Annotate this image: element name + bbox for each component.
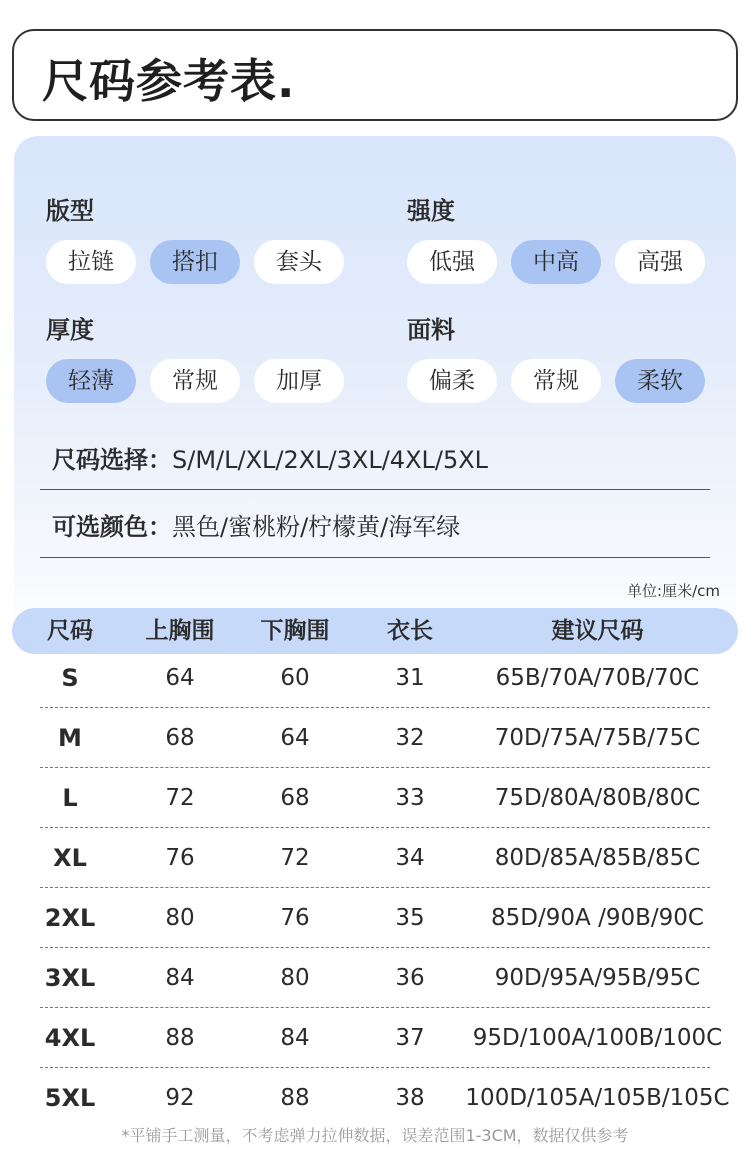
size-cell: 5XL bbox=[44, 1084, 96, 1112]
option-pill: 高强 bbox=[615, 240, 705, 284]
column-header: 上胸围 bbox=[145, 618, 215, 644]
page-title: 尺码参考表. bbox=[42, 54, 296, 108]
table-row bbox=[0, 948, 750, 1008]
table-cell: 32 bbox=[395, 725, 425, 751]
table-cell: 90D/95A/95B/95C bbox=[494, 965, 701, 991]
attribute-label-strength: 强度 bbox=[407, 197, 455, 225]
column-header: 衣长 bbox=[387, 618, 433, 644]
attribute-group-thickness bbox=[46, 315, 344, 403]
color-select-value: 黑色/蜜桃粉/柠檬黄/海军绿 bbox=[172, 513, 461, 541]
attribute-group-fabric bbox=[407, 315, 705, 403]
table-cell: 92 bbox=[165, 1085, 195, 1111]
size-cell: L bbox=[62, 784, 78, 812]
table-cell: 38 bbox=[395, 1085, 425, 1111]
table-row bbox=[0, 768, 750, 828]
attribute-options-fit bbox=[46, 240, 344, 284]
option-pill: 柔软 bbox=[615, 359, 705, 403]
table-row bbox=[0, 1008, 750, 1068]
table-cell: 88 bbox=[165, 1025, 195, 1051]
attribute-options-strength bbox=[407, 240, 705, 284]
table-row bbox=[0, 828, 750, 888]
attribute-label-thickness: 厚度 bbox=[46, 316, 94, 344]
size-cell: 2XL bbox=[44, 904, 96, 932]
table-cell: 70D/75A/75B/75C bbox=[494, 725, 701, 751]
option-pill: 套头 bbox=[254, 240, 344, 284]
table-cell: 64 bbox=[165, 665, 195, 691]
size-cell: 3XL bbox=[44, 964, 96, 992]
table-cell: 80D/85A/85B/85C bbox=[494, 845, 701, 871]
table-cell: 76 bbox=[280, 905, 310, 931]
divider bbox=[40, 557, 710, 558]
table-cell: 36 bbox=[395, 965, 425, 991]
table-cell: 85D/90A /90B/90C bbox=[491, 905, 704, 931]
table-row bbox=[0, 648, 750, 708]
table-cell: 84 bbox=[280, 1025, 310, 1051]
divider bbox=[40, 489, 710, 490]
table-cell: 37 bbox=[395, 1025, 425, 1051]
option-pill: 轻薄 bbox=[46, 359, 136, 403]
option-pill: 拉链 bbox=[46, 240, 136, 284]
color-select-label: 可选颜色： bbox=[52, 513, 172, 541]
option-pill: 低强 bbox=[407, 240, 497, 284]
table-row bbox=[0, 888, 750, 948]
option-pill: 中高 bbox=[511, 240, 601, 284]
attribute-options-fabric bbox=[407, 359, 705, 403]
table-cell: 72 bbox=[165, 785, 195, 811]
table-row bbox=[0, 708, 750, 768]
size-cell: M bbox=[58, 724, 82, 752]
option-pill: 常规 bbox=[511, 359, 601, 403]
table-cell: 33 bbox=[395, 785, 425, 811]
table-cell: 65B/70A/70B/70C bbox=[495, 665, 700, 691]
table-cell: 84 bbox=[165, 965, 195, 991]
option-pill: 搭扣 bbox=[150, 240, 240, 284]
color-select-row bbox=[52, 510, 460, 544]
attribute-options-thickness bbox=[46, 359, 344, 403]
table-cell: 35 bbox=[395, 905, 425, 931]
unit-label: 单位:厘米/cm bbox=[627, 582, 720, 600]
table-cell: 64 bbox=[280, 725, 310, 751]
table-cell: 68 bbox=[165, 725, 195, 751]
table-cell: 68 bbox=[280, 785, 310, 811]
size-cell: 4XL bbox=[44, 1024, 96, 1052]
table-cell: 80 bbox=[165, 905, 195, 931]
table-cell: 80 bbox=[280, 965, 310, 991]
attribute-label-fit: 版型 bbox=[46, 197, 94, 225]
size-select-label: 尺码选择： bbox=[52, 446, 172, 474]
attribute-label-fabric: 面料 bbox=[407, 316, 455, 344]
table-cell: 75D/80A/80B/80C bbox=[494, 785, 701, 811]
option-pill: 常规 bbox=[150, 359, 240, 403]
table-row bbox=[0, 1068, 750, 1128]
table-cell: 34 bbox=[395, 845, 425, 871]
size-select-value: S/M/L/XL/2XL/3XL/4XL/5XL bbox=[172, 446, 489, 474]
size-select-row bbox=[52, 443, 488, 477]
table-cell: 100D/105A/105B/105C bbox=[465, 1085, 730, 1111]
size-cell: XL bbox=[53, 844, 87, 872]
table-cell: 60 bbox=[280, 665, 310, 691]
attribute-group-strength bbox=[407, 196, 705, 284]
table-cell: 31 bbox=[395, 665, 425, 691]
column-header: 下胸围 bbox=[260, 618, 330, 644]
attribute-group-fit bbox=[46, 196, 344, 284]
column-header: 建议尺码 bbox=[551, 618, 644, 644]
footnote: *平铺手工测量，不考虑弹力拉伸数据，误差范围1-3CM，数据仅供参考 bbox=[121, 1126, 629, 1145]
table-cell: 95D/100A/100B/100C bbox=[472, 1025, 723, 1051]
column-header: 尺码 bbox=[47, 618, 93, 644]
table-cell: 88 bbox=[280, 1085, 310, 1111]
option-pill: 偏柔 bbox=[407, 359, 497, 403]
option-pill: 加厚 bbox=[254, 359, 344, 403]
table-cell: 76 bbox=[165, 845, 195, 871]
size-cell: S bbox=[61, 664, 79, 692]
table-cell: 72 bbox=[280, 845, 310, 871]
title-box bbox=[12, 29, 738, 121]
